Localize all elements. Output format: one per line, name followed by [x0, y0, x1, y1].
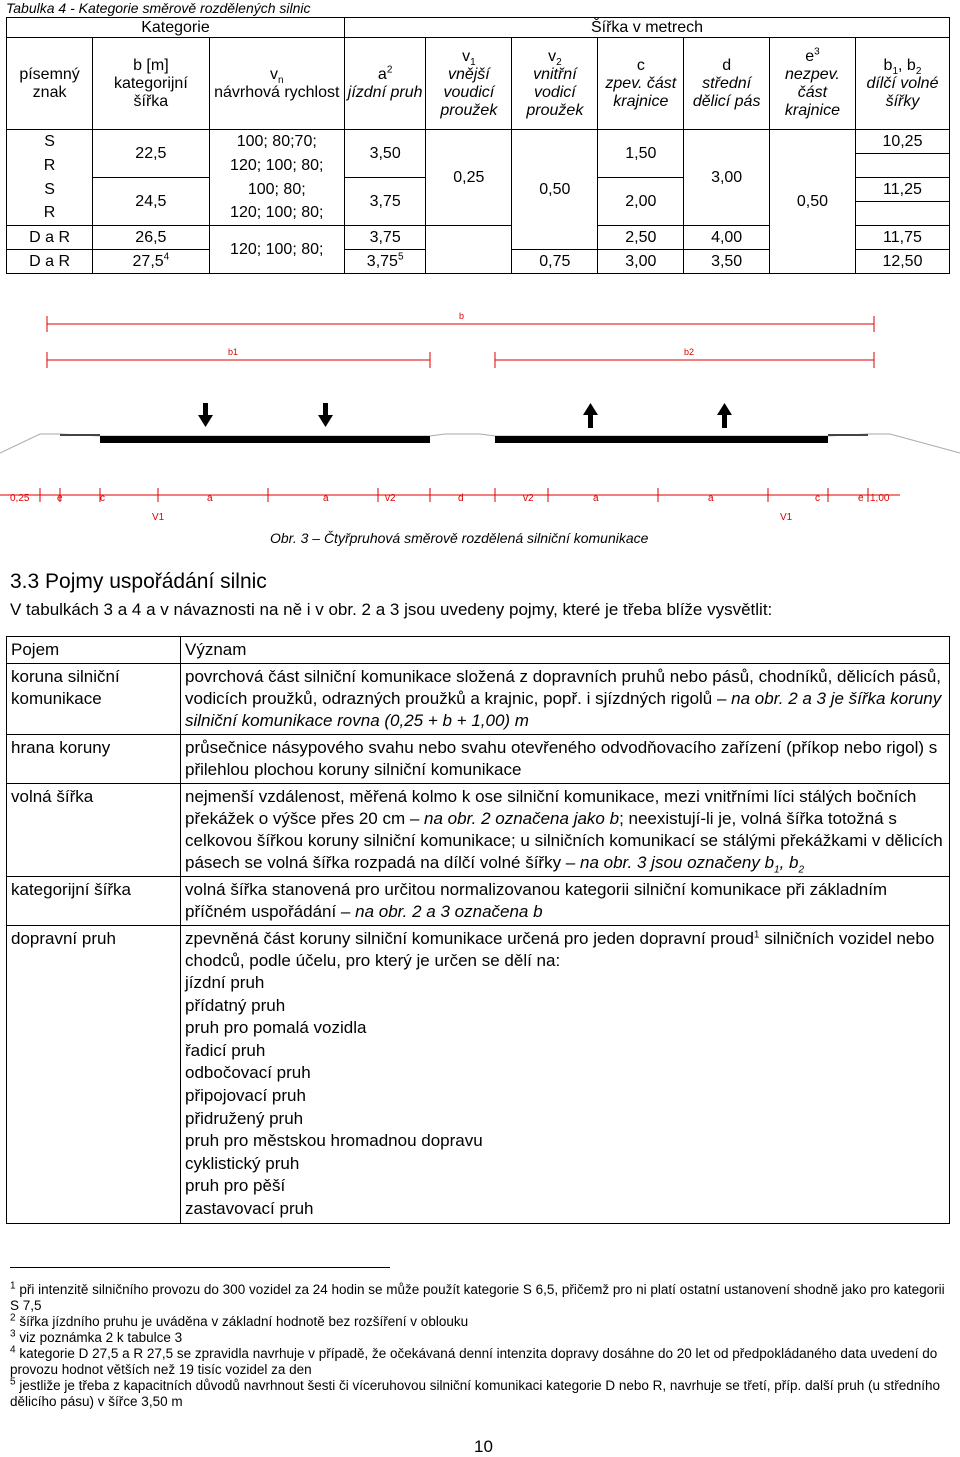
cell-a: 3,50 — [344, 130, 425, 178]
cell-bb — [855, 202, 949, 226]
dim-label-v2: v2 — [385, 493, 396, 504]
lane-type-list — [185, 972, 945, 1221]
cell-v2: 0,75 — [512, 250, 598, 274]
header-d: d střední dělicí pás — [684, 38, 770, 130]
down-arrow-icon — [198, 403, 213, 427]
list-item: zastavovací pruh — [185, 1198, 314, 1218]
table-row — [7, 877, 950, 926]
carriageway-right — [495, 436, 828, 443]
dim-label-e: e — [57, 493, 63, 504]
table-caption: Tabulka 4 - Kategorie směrově rozdělených silnic — [6, 0, 311, 16]
footnote: $^1$ při intenzitě silničního provozu do 300 vozidel za 24 hodin se může použít kategorie S 6,5, přičemž pro ni platí ostatní ustanovení shodně jako pro kategorii S 7,5 — [10, 1280, 945, 1313]
header-sirka: Šířka v metrech — [344, 18, 949, 38]
term: koruna silniční komunikace — [7, 664, 181, 735]
footnote: $^3$ viz poznámka 2 k tabulce 3 — [10, 1328, 183, 1345]
table-row — [7, 735, 950, 784]
footnote: $^5$ jestliže je třeba z kapacitních důvodů navrhnout šesti či víceruhovou silniční komunikaci kategorie D nebo R, navrhuje se třetí, příp. další pruh (u středního dělicího pásu) v šířce 3,50 m — [10, 1376, 941, 1409]
down-arrow-icon — [318, 403, 333, 427]
cell-a: 3,75$^5$ — [344, 250, 425, 274]
cell-bb: 11,25 — [855, 178, 949, 202]
list-item: cyklistický pruh — [185, 1153, 300, 1173]
header-e: $e^3$ nezpev. část krajnice — [769, 38, 855, 130]
row-znak: R — [7, 202, 93, 226]
section-intro: V tabulkách 3 a 4 a v návaznosti na ně i v obr. 2 a 3 jsou uvedeny pojmy, které je třeba blíže vysvětlit: — [10, 600, 773, 619]
cell-c: 1,50 — [598, 130, 684, 178]
definitions-table — [6, 636, 950, 1224]
cell-vn: 120; 100; 80; — [209, 154, 344, 178]
cell-c: 3,00 — [598, 250, 684, 274]
cell-d: 4,00 — [684, 226, 770, 250]
row-znak: D a R — [7, 250, 93, 274]
definition: nejmenší vzdálenost, měřená kolmo k ose silniční komunikace, mezi vnitřními líci stálých bočních překážek o výšce přes 20 cm – na obr. 2 označena jako b; neexistují-li je, volná šířka totožná s celkovou šířkou koruny silniční komunikace; u silničních komunikací se stálými překážkami v dělicích pásech se volná šířka rozpadá na dílčí volné šířky – na obr. 3 jsou označeny $b_1$, $b_2$ — [181, 784, 950, 877]
cell-bb: 12,50 — [855, 250, 949, 274]
dim-label-v2: v2 — [523, 493, 534, 504]
cell-b: 24,5 — [93, 178, 209, 226]
dim-label-a: a — [593, 493, 599, 504]
header-vyznam: Význam — [181, 637, 950, 664]
dim-label-c: c — [815, 493, 820, 504]
footnote: $^4$ kategorie D 27,5 a R 27,5 se zpravidla navrhuje v případě, že očekávaná denní intenzita dopravy dosáhne do 20 let od předpokládaného data uvedení do provozu hodnot větších než 19 tisíc vozidel za den — [10, 1344, 938, 1377]
row-znak: D a R — [7, 226, 93, 250]
header-v2: $v_2$ vnitřní vodicí proužek — [512, 38, 598, 130]
cross-section-diagram — [0, 308, 960, 523]
up-arrow-icon — [583, 403, 598, 428]
table-row — [7, 784, 950, 877]
cell-vn: 100; 80;70; — [209, 130, 344, 154]
cell-d: 3,00 — [684, 130, 770, 226]
dim-label-a: a — [323, 493, 329, 504]
dim-label-b1: b1 — [228, 347, 239, 357]
dim-label-v1: V1 — [152, 512, 165, 523]
list-item: připojovací pruh — [185, 1085, 306, 1105]
header-vn: $v_n$ návrhová rychlost — [209, 38, 344, 130]
figure-caption: Obr. 3 – Čtyřpruhová směrově rozdělená silniční komunikace — [270, 530, 649, 546]
header-kategorie: Kategorie — [7, 18, 345, 38]
definition: povrchová část silniční komunikace složená z dopravních pruhů nebo pásů, chodníků, dělicích pásů, vodicích proužků, odrazných proužků a krajnic, popř. i sjízdných rigolů – na obr. 2 a 3 je šířka koruny silniční komunikace rovna (0,25 + b + 1,00) m — [181, 664, 950, 735]
term: dopravní pruh — [7, 926, 181, 1224]
header-pojem: Pojem — [7, 637, 181, 664]
cell-e: 0,50 — [769, 130, 855, 274]
cell-b: 26,5 — [93, 226, 209, 250]
list-item: pruh pro městskou hromadnou dopravu — [185, 1131, 483, 1151]
dim-label-left-edge: 0,25 — [10, 493, 30, 504]
cell-b: 22,5 — [93, 130, 209, 178]
list-item: přídatný pruh — [185, 995, 286, 1015]
row-znak: S — [7, 178, 93, 202]
definition: volná šířka stanovená pro určitou normalizovanou kategorii silniční komunikace při základním příčném uspořádání – na obr. 2 a 3 označena b — [181, 877, 950, 926]
header-v1: $v_1$ vnější voudicí proužek — [426, 38, 512, 130]
list-item: pruh pro pěší — [185, 1176, 286, 1196]
cell-a: 3,75 — [344, 178, 425, 226]
up-arrow-icon — [717, 403, 732, 428]
dim-label-b: b — [459, 311, 465, 321]
cell-vn: 120; 100; 80; — [209, 202, 344, 226]
carriageway-left — [100, 436, 430, 443]
definition: zpevněná část koruny silniční komunikace určená pro jeden dopravní proud$^1$ silničních vozidel nebo chodců, podle účelu, pro který je určen se dělí na: jízdní pruh přídatný pruh pruh pro pomalá vozidla řadicí pruh odbočovací pruh připojovací pruh přidružený pruh pruh pro městskou hromadnou dopravu cyklistický pruh pruh pro pěší zastavovací pruh — [181, 926, 950, 1224]
cell-bb: 11,75 — [855, 226, 949, 250]
dim-label-right-edge: 1,00 — [870, 493, 890, 504]
row-znak: R — [7, 154, 93, 178]
header-c: c zpev. část krajnice — [598, 38, 684, 130]
cell-b: 27,5$^4$ — [93, 250, 209, 274]
dim-label-a: a — [207, 493, 213, 504]
cell-v2: 0,50 — [512, 130, 598, 250]
term: kategorijní šířka — [7, 877, 181, 926]
page-number: 10 — [474, 1437, 493, 1456]
term: volná šířka — [7, 784, 181, 877]
categories-table — [6, 17, 950, 274]
cell-c: 2,50 — [598, 226, 684, 250]
list-item: pruh pro pomalá vozidla — [185, 1018, 367, 1038]
footnote-separator — [10, 1267, 390, 1268]
dim-label-a: a — [708, 493, 714, 504]
list-item: jízdní pruh — [185, 973, 265, 992]
cell-c: 2,00 — [598, 178, 684, 226]
footnotes — [10, 1282, 945, 1410]
cell-vn: 100; 80; — [209, 178, 344, 202]
table-row — [7, 926, 950, 1224]
dim-label-e: e — [858, 493, 864, 504]
cell-v1-empty — [426, 226, 512, 274]
dim-label-b2: b2 — [684, 347, 695, 357]
list-item: řadicí pruh — [185, 1040, 266, 1060]
list-item: přidružený pruh — [185, 1108, 304, 1128]
cell-bb: 10,25 — [855, 130, 949, 154]
row-znak: S — [7, 130, 93, 154]
header-pisemny-znak: písemný znak — [7, 38, 93, 130]
cell-a: 3,75 — [344, 226, 425, 250]
term: hrana koruny — [7, 735, 181, 784]
section-heading: 3.3 Pojmy uspořádání silnic — [10, 570, 267, 593]
table-row — [7, 664, 950, 735]
header-b1b2: $b_1$, $b_2$ dílčí volné šířky — [855, 38, 949, 130]
cell-v1: 0,25 — [426, 130, 512, 226]
dim-label-v1: V1 — [780, 512, 793, 523]
footnote: $^2$ šířka jízdního pruhu je uváděna v základní hodnotě bez rozšíření v oblouku — [10, 1312, 469, 1329]
header-b: b [m] kategorijní šířka — [93, 38, 209, 130]
cell-bb — [855, 154, 949, 178]
cell-d: 3,50 — [684, 250, 770, 274]
dim-label-c: c — [100, 493, 105, 504]
header-a: $a^2$ jízdní pruh — [344, 38, 425, 130]
dim-label-d: d — [458, 493, 464, 504]
cell-vn: 120; 100; 80; — [209, 226, 344, 274]
list-item: odbočovací pruh — [185, 1063, 311, 1083]
definition: průsečnice násypového svahu nebo svahu otevřeného odvodňovacího zařízení (příkop nebo rigol) s přilehlou plochou koruny silniční komunikace — [181, 735, 950, 784]
